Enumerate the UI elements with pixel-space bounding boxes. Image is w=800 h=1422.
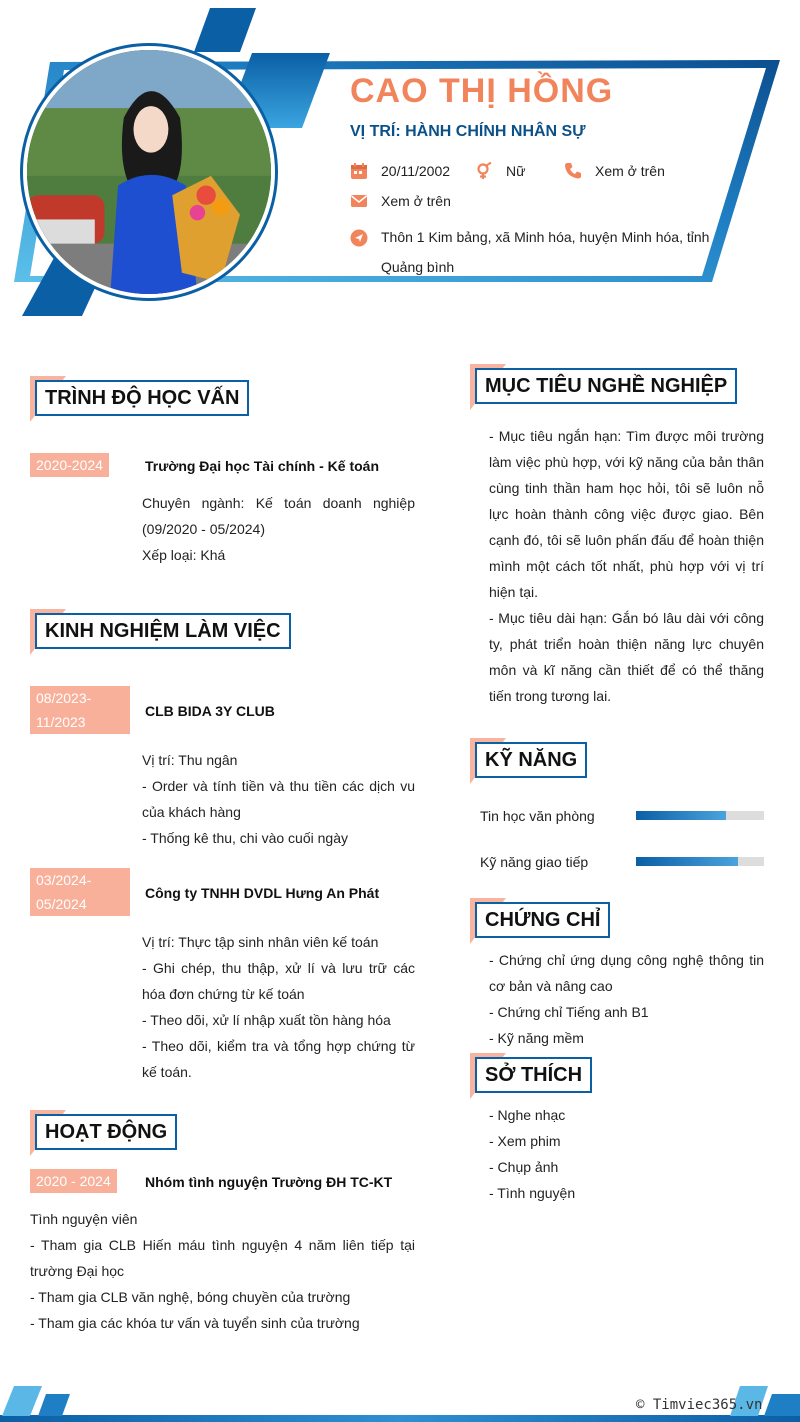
calendar-icon [350,162,368,180]
gender-value: Nữ [506,163,526,179]
experience-line: - Thống kê thu, chi vào cuối ngày [142,830,348,846]
envelope-icon [350,192,368,210]
education-school: Trường Đại học Tài chính - Kế toán [145,458,379,474]
experience-line: Vị trí: Thực tập sinh nhân viên kế toán [142,934,379,950]
education-heading-text: TRÌNH ĐỘ HỌC VẤN [35,380,249,416]
hobbies-details [489,1102,764,1206]
dob-value: 20/11/2002 [381,163,451,179]
education-line: Xếp loại: Khá [142,547,226,563]
experience-line: - Order và tính tiền và thu tiền các dịch vu của khách hàng [142,778,415,820]
phone-icon [564,162,582,180]
experience-company-1: CLB BIDA 3Y CLUB [145,703,275,719]
hobby-line: - Chụp ảnh [489,1159,559,1175]
experience-line: - Theo dõi, kiểm tra và tổng hợp chứng từ kế toán. [142,1038,415,1080]
gender-item [475,162,525,180]
activities-heading-text: HOẠT ĐỘNG [35,1114,177,1150]
experience-period-2: 03/2024-05/2024 [30,868,130,916]
experience-line: - Ghi chép, thu thập, xử lí và lưu trữ các hóa đơn chứng từ kế toán [142,960,415,1002]
skill-label-1: Tin học văn phòng [480,808,595,824]
candidate-name: CAO THỊ HỒNG [350,72,614,110]
skill-bar-1 [636,811,764,820]
job-position: VỊ TRÍ: HÀNH CHÍNH NHÂN SỰ [350,123,586,140]
experience-details-1 [142,747,415,851]
skill-bar-fill [636,857,738,866]
experience-line: - Theo dõi, xử lí nhập xuất tồn hàng hóa [142,1012,391,1028]
hobbies-heading-text: SỞ THÍCH [475,1057,592,1093]
profile-photo [23,46,275,298]
location-arrow-icon [350,227,368,245]
activities-org: Nhóm tình nguyện Trường ĐH TC-KT [145,1174,393,1190]
watermark: © Timviec365.vn [636,1397,763,1413]
activities-line: - Tham gia CLB văn nghệ, bóng chuyền của trường [30,1289,351,1305]
gender-icon [475,162,493,180]
hobby-line: - Xem phim [489,1133,561,1149]
certificate-line: - Kỹ năng mềm [489,1030,584,1046]
objective-heading-text: MỤC TIÊU NGHỀ NGHIỆP [475,368,737,404]
dob-item [350,162,450,180]
education-details [142,490,415,568]
experience-heading-text: KINH NGHIỆM LÀM VIỆC [35,613,291,649]
address-value: Thôn 1 Kim bảng, xã Minh hóa, huyện Minh hóa, tỉnh Quảng bình [381,229,710,275]
hobby-line: - Tình nguyện [489,1185,576,1201]
skill-label-2: Kỹ năng giao tiếp [480,854,589,870]
certificate-line: - Chứng chỉ ứng dụng công nghệ thông tin cơ bản và nâng cao [489,952,764,994]
activities-details [30,1206,415,1336]
certificate-line: - Chứng chỉ Tiếng anh B1 [489,1004,649,1020]
skill-bar-2 [636,857,764,866]
experience-details-2 [142,929,415,1085]
certificates-details [489,947,764,1051]
activities-line: - Tham gia các khóa tư vấn và tuyển sinh của trường [30,1315,360,1331]
experience-period-1: 08/2023-11/2023 [30,686,130,734]
education-period: 2020-2024 [30,453,109,477]
portrait-image [27,50,271,294]
experience-company-2: Công ty TNHH DVDL Hưng An Phát [145,885,380,901]
skill-bar-fill [636,811,726,820]
hobby-line: - Nghe nhạc [489,1107,566,1123]
objective-line: - Mục tiêu dài hạn: Gắn bó lâu dài với công ty, phát triển hoàn thiện năng lực chuyên môn và kĩ năng cần thiết để có thể thăng tiến trong tương lai. [489,610,764,704]
skills-heading-text: KỸ NĂNG [475,742,587,778]
activities-line: Tình nguyện viên [30,1211,138,1227]
objective-line: - Mục tiêu ngắn hạn: Tìm được môi trường làm việc phù hợp, với kỹ năng của bản thân cùng tinh thần ham học hỏi, tôi sẽ luôn nỗ lực hoàn thành công việc được giao. Bên cạnh đó, tôi sẽ luôn phấn đấu để hoàn thiện mình một cách tốt nhất, phù hợp với vị trí hiện tại. [489,428,764,600]
activities-line: - Tham gia CLB Hiến máu tình nguyện 4 năm liên tiếp tại trường Đại học [30,1237,415,1279]
activities-period: 2020 - 2024 [30,1169,117,1193]
certificates-heading-text: CHỨNG CHỈ [475,902,610,938]
address-item [350,222,720,282]
experience-line: Vị trí: Thu ngân [142,752,238,768]
education-line: Chuyên ngành: Kế toán doanh nghiệp (09/2020 - 05/2024) [142,495,415,537]
email-item [350,192,451,210]
email-value: Xem ở trên [381,193,451,209]
phone-value: Xem ở trên [595,163,665,179]
phone-item [564,162,665,180]
objective-details [489,423,764,709]
